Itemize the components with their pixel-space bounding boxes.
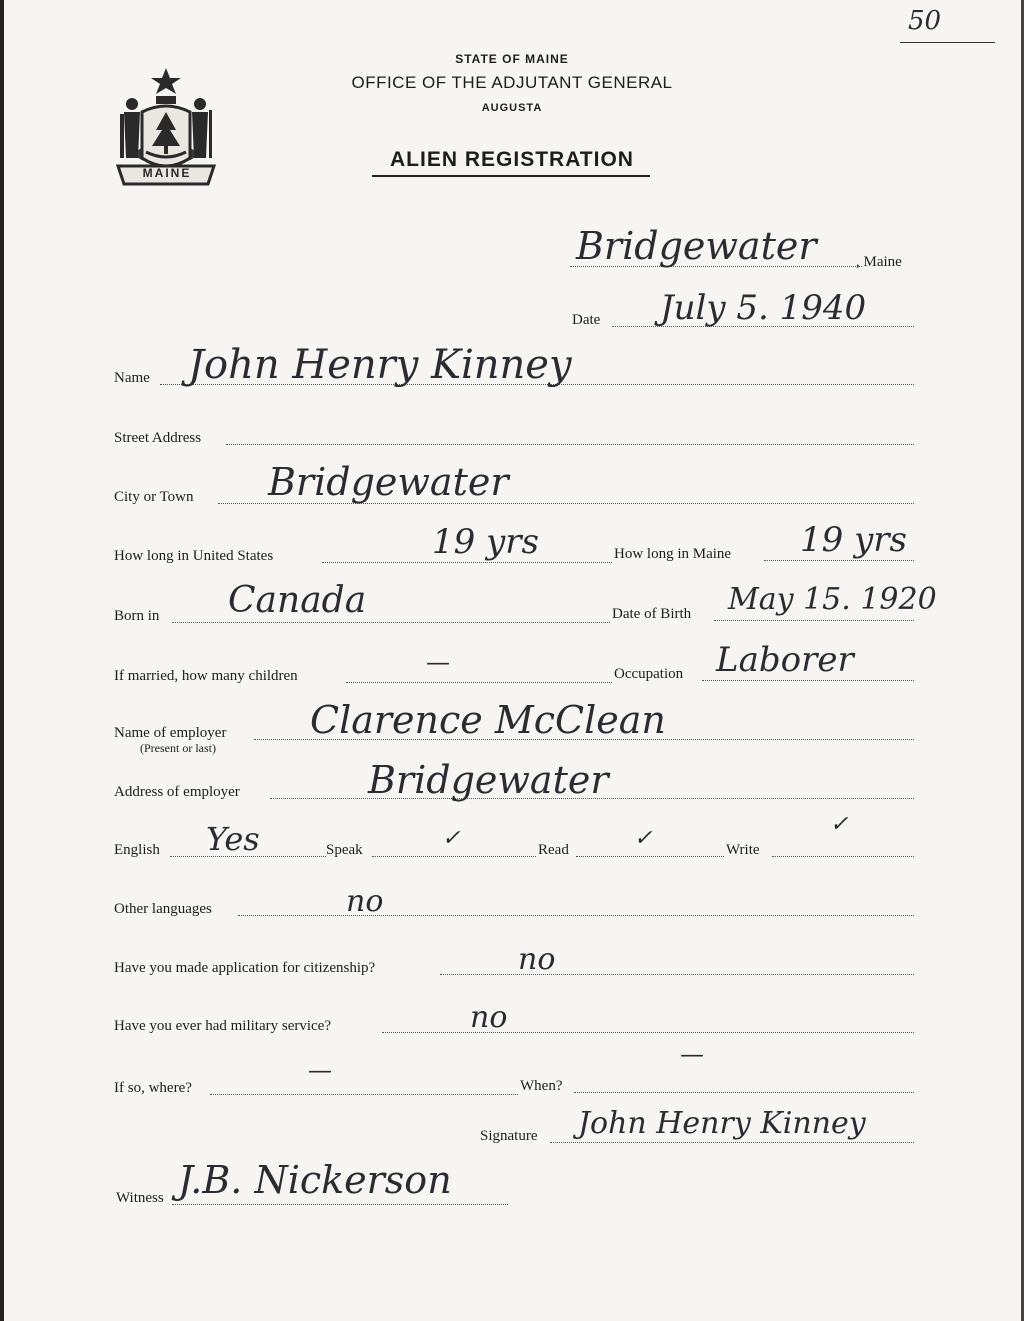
where-label: If so, where? (114, 1080, 192, 1096)
signature-value: John Henry Kinney (578, 1106, 866, 1141)
employer-address-label: Address of employer (114, 784, 240, 800)
other-languages-label: Other languages (114, 901, 212, 917)
place-value: Bridgewater (576, 224, 817, 268)
date-label: Date (572, 312, 601, 328)
occupation-value: Laborer (716, 640, 854, 680)
read-value: ✓ (634, 826, 653, 851)
us-duration-label: How long in United States (114, 548, 274, 564)
write-value: ✓ (830, 812, 849, 837)
employer-label: Name of employer (114, 725, 227, 741)
employer-sublabel: (Present or last) (140, 741, 216, 755)
header-state: STATE OF MAINE (455, 52, 569, 66)
place-label: , Maine (856, 254, 902, 270)
signature-label: Signature (480, 1128, 538, 1144)
when-value: — (680, 1040, 704, 1068)
born-in-label: Born in (114, 608, 160, 624)
witness-value: J.B. Nickerson (178, 1158, 452, 1202)
scan-edge-left (0, 0, 4, 1321)
where-value: — (308, 1056, 332, 1084)
english-label: English (114, 842, 160, 858)
military-value: no (470, 1000, 508, 1035)
citizenship-value: no (518, 942, 556, 977)
write-label: Write (726, 842, 760, 858)
header-office: OFFICE OF THE ADJUTANT GENERAL (351, 73, 673, 92)
city-label: City or Town (114, 489, 194, 505)
date-value: July 5. 1940 (660, 288, 867, 328)
when-label: When? (520, 1078, 563, 1094)
name-value: John Henry Kinney (188, 342, 572, 388)
dob-value: May 15. 1920 (728, 582, 937, 617)
citizenship-label: Have you made application for citizenship? (114, 960, 376, 976)
street-address-label: Street Address (114, 430, 202, 446)
header-city: AUGUSTA (481, 102, 543, 114)
children-label: If married, how many children (114, 668, 298, 684)
page-number: 50 (908, 6, 942, 36)
seal-text: MAINE (142, 166, 192, 180)
dob-label: Date of Birth (612, 606, 692, 622)
employer-value: Clarence McClean (310, 698, 666, 742)
occupation-label: Occupation (614, 666, 684, 682)
city-value: Bridgewater (268, 460, 509, 504)
speak-value: ✓ (442, 826, 461, 851)
read-label: Read (538, 842, 569, 858)
maine-duration-value: 19 yrs (800, 520, 907, 560)
maine-duration-label: How long in Maine (614, 546, 732, 562)
born-in-value: Canada (228, 580, 367, 621)
name-label: Name (114, 370, 150, 386)
employer-address-value: Bridgewater (368, 758, 609, 802)
children-value: — (426, 648, 450, 676)
title-underline (372, 175, 650, 177)
english-value: Yes (206, 820, 260, 858)
page-number-underline (900, 42, 995, 43)
us-duration-value: 19 yrs (432, 522, 539, 562)
military-label: Have you ever had military service? (114, 1018, 331, 1034)
speak-label: Speak (326, 842, 363, 858)
witness-label: Witness (116, 1190, 164, 1206)
page-title: ALIEN REGISTRATION (390, 148, 634, 171)
other-languages-value: no (346, 884, 384, 919)
